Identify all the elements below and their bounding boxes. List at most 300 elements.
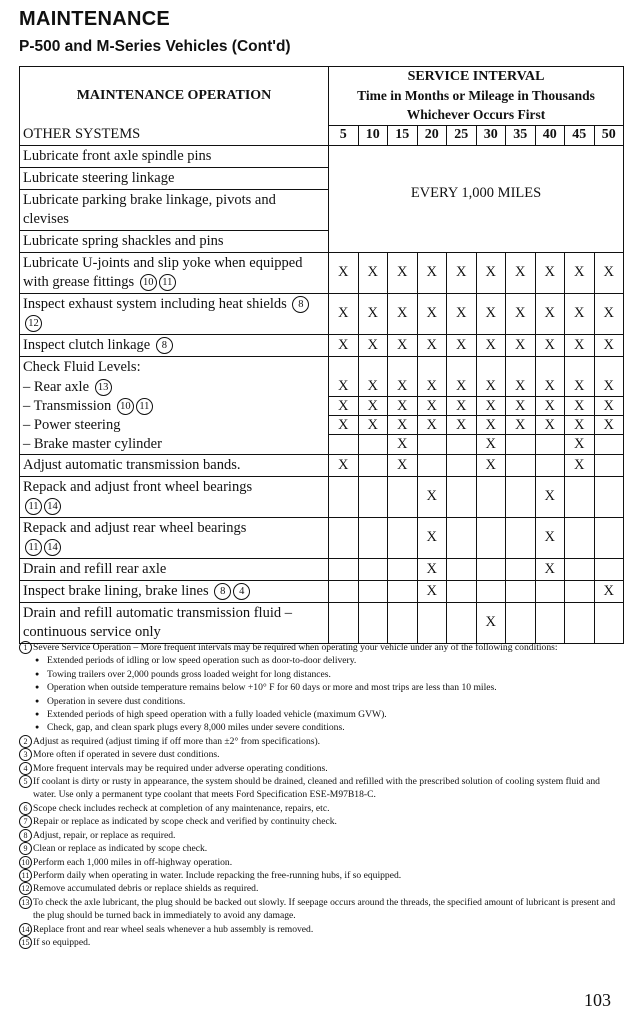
footnote-bullet: ● Operation when outside temperature remains below +10° F for 60 days or more and most trips are less than 10 miles. — [19, 681, 619, 694]
footnote-text: Adjust, repair, or replace as required. — [33, 829, 176, 841]
footnote — [19, 802, 619, 815]
service-mark: X — [603, 305, 614, 321]
operation-cell — [20, 145, 329, 167]
footnote — [19, 856, 619, 869]
interval-cell — [417, 454, 447, 476]
service-mark: X — [574, 264, 585, 280]
interval-cell — [329, 334, 359, 356]
footnote-ref: 11 — [25, 498, 42, 515]
interval-cell — [447, 356, 477, 378]
interval-cell — [447, 334, 477, 356]
interval-cell — [329, 580, 359, 602]
interval-cell — [447, 293, 477, 334]
interval-cell — [447, 252, 477, 293]
interval-cell — [329, 378, 359, 397]
footnote-text: More often if operated in severe dust conditions. — [33, 749, 220, 761]
service-mark: X — [426, 560, 437, 577]
interval-cell — [417, 356, 447, 378]
interval-cell — [594, 416, 624, 435]
footnote-text: Clean or replace as indicated by scope check. — [33, 843, 208, 855]
page-subtitle: P-500 and M-Series Vehicles (Cont'd) — [19, 38, 291, 55]
footnote — [19, 735, 619, 748]
operation-cell — [20, 517, 329, 558]
service-mark: X — [426, 416, 437, 433]
operation-header-label: MAINTENANCE OPERATION — [76, 88, 272, 103]
interval-cell — [594, 602, 624, 643]
interval-cell — [447, 435, 477, 455]
interval-cell — [565, 397, 595, 416]
every-interval-cell: EVERY 1,000 MILES — [329, 145, 624, 252]
interval-cell — [476, 580, 506, 602]
service-mark: X — [574, 416, 585, 433]
interval-cell — [447, 558, 477, 580]
service-mark: X — [574, 436, 585, 453]
interval-cell — [388, 580, 418, 602]
interval-cell — [358, 293, 388, 334]
service-mark: X — [426, 305, 437, 321]
interval-cell — [417, 416, 447, 435]
footnote-text: Scope check includes recheck at completion of any maintenance, repairs, etc. — [33, 802, 330, 814]
footnote-ref: 8 — [292, 296, 309, 313]
service-mark: X — [603, 582, 614, 599]
service-mark: X — [485, 305, 496, 321]
operation-cell — [20, 167, 329, 189]
interval-cell — [565, 580, 595, 602]
table-row — [20, 334, 624, 356]
table-row — [20, 476, 624, 517]
interval-cell — [388, 602, 418, 643]
service-mark: X — [603, 264, 614, 280]
interval-cell — [388, 476, 418, 517]
interval-cell — [388, 558, 418, 580]
interval-cell — [506, 435, 536, 455]
page-title: MAINTENANCE — [19, 8, 171, 30]
interval-cell — [565, 602, 595, 643]
interval-header-line-2: Time in Months or Mileage in Thousands — [357, 88, 595, 104]
operation-column-header — [20, 67, 329, 126]
interval-cell — [535, 558, 565, 580]
service-mark: X — [338, 456, 349, 473]
interval-cell — [476, 558, 506, 580]
operation-cell — [20, 252, 329, 293]
operation-cell — [20, 356, 329, 378]
service-mark: X — [456, 397, 467, 414]
interval-cell — [447, 580, 477, 602]
service-mark: X — [544, 397, 555, 414]
operation-cell — [20, 334, 329, 356]
footnote — [19, 641, 619, 654]
interval-cell — [417, 476, 447, 517]
service-mark: X — [338, 397, 349, 414]
interval-cell — [506, 293, 536, 334]
interval-cell — [447, 517, 477, 558]
footnote-ref: 11 — [136, 398, 153, 415]
footnote — [19, 869, 619, 882]
interval-cell — [358, 580, 388, 602]
interval-cell — [417, 334, 447, 356]
footnote-text: Perform daily when operating in water. Include repacking the free-running hubs, if so equipped. — [33, 869, 402, 881]
interval-cell — [594, 252, 624, 293]
footnote — [19, 815, 619, 828]
service-mark: X — [456, 416, 467, 433]
interval-cell — [476, 416, 506, 435]
operation-text: Lubricate steering linkage — [23, 169, 175, 186]
table-row — [20, 602, 624, 643]
interval-cell — [476, 517, 506, 558]
footnote-number: 3 — [19, 748, 32, 761]
service-mark: X — [426, 378, 437, 395]
interval-cell — [329, 558, 359, 580]
service-mark: X — [397, 397, 408, 414]
interval-cell — [329, 454, 359, 476]
interval-cell — [329, 602, 359, 643]
interval-cell — [535, 416, 565, 435]
interval-cell — [388, 517, 418, 558]
interval-cell — [358, 416, 388, 435]
interval-header-line-1: SERVICE INTERVAL — [407, 69, 545, 85]
interval-column-header: 5 — [329, 125, 359, 145]
footnote-number: 2 — [19, 735, 32, 748]
footnote-ref: 8 — [156, 337, 173, 354]
interval-cell — [476, 397, 506, 416]
table-row — [20, 378, 624, 397]
footnote — [19, 748, 619, 761]
service-mark: X — [574, 456, 585, 473]
interval-cell — [476, 293, 506, 334]
interval-cell — [535, 356, 565, 378]
service-mark: X — [574, 305, 585, 321]
interval-cell — [329, 476, 359, 517]
interval-cell — [447, 454, 477, 476]
interval-cell — [506, 602, 536, 643]
operation-cell — [20, 435, 329, 455]
footnote — [19, 775, 619, 802]
interval-cell — [388, 356, 418, 378]
footnote-ref: 14 — [44, 498, 61, 515]
operation-text: Repack and adjust rear wheel bearings — [23, 519, 247, 536]
footnote — [19, 762, 619, 775]
interval-cell — [358, 356, 388, 378]
interval-cell — [594, 293, 624, 334]
interval-column-header: 35 — [506, 125, 536, 145]
service-mark: X — [485, 336, 496, 353]
interval-cell — [476, 476, 506, 517]
interval-cell — [417, 602, 447, 643]
interval-cell — [594, 356, 624, 378]
interval-cell — [476, 378, 506, 397]
interval-cell — [594, 517, 624, 558]
interval-cell — [565, 252, 595, 293]
interval-cell — [506, 454, 536, 476]
interval-cell — [565, 293, 595, 334]
service-mark: X — [426, 264, 437, 280]
interval-cell — [417, 580, 447, 602]
operation-cell — [20, 558, 329, 580]
service-mark: X — [397, 305, 408, 321]
interval-cell — [476, 356, 506, 378]
interval-cell — [565, 378, 595, 397]
interval-cell — [417, 252, 447, 293]
interval-cell — [565, 416, 595, 435]
interval-column-header: 25 — [447, 125, 477, 145]
footnote-text: If coolant is dirty or rusty in appearance, the system should be drained, cleaned and refilled with the prescribed solution of cooling system fluid and water. Use only a permanent type coolant that meets Ford Specification ESE-M97B18-C. — [33, 776, 600, 801]
table-row — [20, 145, 624, 167]
service-mark: X — [397, 378, 408, 395]
interval-cell — [329, 356, 359, 378]
table-row — [20, 252, 624, 293]
service-mark: X — [603, 378, 614, 395]
service-mark: X — [515, 264, 526, 280]
service-mark: X — [544, 488, 555, 505]
interval-cell — [358, 517, 388, 558]
operation-text: Inspect exhaust system including heat shields — [23, 295, 287, 312]
interval-cell — [358, 558, 388, 580]
interval-cell — [447, 476, 477, 517]
footnote-bullet: ● Operation in severe dust conditions. — [19, 695, 619, 708]
service-mark: X — [515, 305, 526, 321]
interval-cell — [417, 517, 447, 558]
interval-cell — [329, 397, 359, 416]
interval-cell — [535, 397, 565, 416]
interval-cell — [594, 558, 624, 580]
operation-text: Lubricate spring shackles and pins — [23, 232, 224, 249]
service-mark: X — [367, 336, 378, 353]
footnote-bullet: ● Extended periods of idling or low speed operation such as door-to-door delivery. — [19, 654, 619, 667]
footnote-ref: 10 — [117, 398, 134, 415]
interval-cell — [506, 334, 536, 356]
service-mark: X — [397, 416, 408, 433]
interval-cell — [417, 397, 447, 416]
footnote-text: Replace front and rear wheel seals whenever a hub assembly is removed. — [33, 923, 314, 935]
footnote-text: Remove accumulated debris or replace shields as required. — [33, 883, 259, 895]
interval-cell — [506, 517, 536, 558]
interval-cell — [594, 334, 624, 356]
service-mark: X — [367, 397, 378, 414]
footnote-number: 8 — [19, 829, 32, 842]
interval-cell — [417, 558, 447, 580]
service-mark: X — [367, 264, 378, 280]
table-row — [20, 293, 624, 334]
operation-cell — [20, 580, 329, 602]
interval-cell — [506, 580, 536, 602]
interval-cell — [506, 356, 536, 378]
interval-cell — [594, 476, 624, 517]
service-mark: X — [544, 529, 555, 546]
service-mark: X — [367, 378, 378, 395]
interval-cell — [476, 602, 506, 643]
section-label: OTHER SYSTEMS — [20, 125, 329, 145]
service-mark: X — [574, 397, 585, 414]
service-mark: X — [456, 336, 467, 353]
interval-cell — [594, 580, 624, 602]
operation-cell — [20, 189, 329, 230]
interval-cell — [388, 334, 418, 356]
interval-cell — [535, 334, 565, 356]
interval-cell — [535, 517, 565, 558]
interval-cell — [447, 397, 477, 416]
service-mark: X — [456, 305, 467, 321]
footnote-number: 15 — [19, 936, 32, 949]
table-row — [20, 435, 624, 455]
interval-cell — [535, 454, 565, 476]
service-mark: X — [338, 336, 349, 353]
interval-cell — [535, 252, 565, 293]
interval-cell — [565, 334, 595, 356]
footnote-ref: 4 — [233, 583, 250, 600]
footnotes — [19, 641, 619, 949]
service-mark: X — [515, 416, 526, 433]
operation-cell — [20, 230, 329, 252]
service-mark: X — [426, 397, 437, 414]
footnote-text: More frequent intervals may be required under adverse operating conditions. — [33, 762, 328, 774]
interval-cell — [358, 397, 388, 416]
service-mark: X — [338, 264, 349, 280]
footnote-ref: 11 — [159, 274, 176, 291]
operation-cell — [20, 293, 329, 334]
operation-text: Drain and refill rear axle — [23, 560, 167, 577]
interval-cell — [388, 435, 418, 455]
service-mark: X — [485, 416, 496, 433]
footnote-ref: 12 — [25, 315, 42, 332]
service-mark: X — [603, 336, 614, 353]
interval-cell — [565, 356, 595, 378]
footnote-text: To check the axle lubricant, the plug should be backed out slowly. If seepage occurs around the threads, the specified amount of lubricant is present and the plug should be turned back in immediately to avoid any damage. — [33, 896, 616, 922]
service-mark: X — [485, 614, 496, 631]
footnote-number: 11 — [19, 869, 32, 882]
interval-cell — [388, 293, 418, 334]
service-mark: X — [397, 336, 408, 353]
footnote-ref: 11 — [25, 539, 42, 556]
interval-cell — [388, 378, 418, 397]
service-mark: X — [603, 416, 614, 433]
operation-text: Inspect brake lining, brake lines — [23, 582, 209, 599]
service-mark: X — [544, 378, 555, 395]
maintenance-schedule-table — [19, 66, 624, 644]
interval-cell — [476, 435, 506, 455]
service-mark: X — [515, 397, 526, 414]
interval-header-line-3: Whichever Occurs First — [406, 107, 546, 123]
service-mark: X — [544, 416, 555, 433]
operation-text: Inspect clutch linkage — [23, 336, 151, 353]
interval-cell — [506, 558, 536, 580]
interval-cell — [565, 435, 595, 455]
interval-cell — [329, 252, 359, 293]
operation-cell — [20, 454, 329, 476]
interval-cell — [476, 252, 506, 293]
operation-text: Lubricate U-joints and slip yoke when equipped with grease fittings — [23, 254, 303, 290]
footnote-number: 1 — [19, 641, 32, 654]
table-row — [20, 454, 624, 476]
service-mark: X — [544, 560, 555, 577]
footnote-ref: 14 — [44, 539, 61, 556]
interval-cell — [447, 378, 477, 397]
service-mark: X — [603, 397, 614, 414]
footnote-number: 9 — [19, 842, 32, 855]
interval-cell — [417, 378, 447, 397]
operation-text: – Brake master cylinder — [23, 435, 162, 452]
footnote-ref: 8 — [214, 583, 231, 600]
interval-cell — [535, 378, 565, 397]
service-mark: X — [338, 416, 349, 433]
service-mark: X — [426, 529, 437, 546]
interval-cell — [594, 454, 624, 476]
footnote-bullet: ● Check, gap, and clean spark plugs every 8,000 miles under severe conditions. — [19, 721, 619, 734]
footnote-number: 14 — [19, 923, 32, 936]
footnote-bullet: ● Towing trailers over 2,000 pounds gross loaded weight for long distances. — [19, 668, 619, 681]
interval-cell — [506, 252, 536, 293]
interval-cell — [358, 378, 388, 397]
interval-cell — [506, 397, 536, 416]
service-mark: X — [397, 456, 408, 473]
service-mark: X — [426, 488, 437, 505]
service-mark: X — [485, 378, 496, 395]
footnote-text: Severe Service Operation – More frequent intervals may be required when operating your vehicle under any of the following conditions: — [33, 642, 558, 653]
page-number: 103 — [584, 990, 611, 1010]
service-mark: X — [397, 264, 408, 280]
operation-cell — [20, 476, 329, 517]
interval-cell — [535, 602, 565, 643]
interval-cell — [535, 293, 565, 334]
service-mark: X — [544, 305, 555, 321]
operation-cell — [20, 397, 329, 416]
interval-cell — [329, 293, 359, 334]
footnote — [19, 936, 619, 949]
footnote-number: 12 — [19, 882, 32, 895]
service-mark: X — [485, 436, 496, 453]
table-row — [20, 558, 624, 580]
interval-cell — [535, 435, 565, 455]
interval-cell — [329, 435, 359, 455]
footnote — [19, 882, 619, 895]
operation-text: – Power steering — [23, 416, 121, 433]
interval-cell — [565, 476, 595, 517]
interval-cell — [388, 416, 418, 435]
service-mark: X — [456, 378, 467, 395]
service-mark: X — [485, 397, 496, 414]
operation-text: – Rear axle — [23, 378, 90, 395]
footnote — [19, 923, 619, 936]
service-mark: X — [485, 264, 496, 280]
service-interval-header — [329, 67, 624, 126]
footnote-ref: 10 — [140, 274, 157, 291]
interval-cell — [358, 476, 388, 517]
table-row — [20, 416, 624, 435]
interval-column-header: 20 — [417, 125, 447, 145]
operation-cell — [20, 416, 329, 435]
operation-cell — [20, 378, 329, 397]
service-mark: X — [515, 336, 526, 353]
interval-column-header: 50 — [594, 125, 624, 145]
service-mark: X — [367, 416, 378, 433]
table-row — [20, 356, 624, 378]
interval-column-header: 40 — [535, 125, 565, 145]
table-row — [20, 580, 624, 602]
footnote-bullet: ● Extended periods of high speed operation with a fully loaded vehicle (maximum GVW). — [19, 708, 619, 721]
service-mark: X — [338, 305, 349, 321]
operation-text: Drain and refill automatic transmission fluid – continuous service only — [23, 604, 292, 640]
footnote-text: If so equipped. — [33, 936, 91, 948]
interval-cell — [476, 334, 506, 356]
footnote-number: 6 — [19, 802, 32, 815]
service-mark: X — [574, 336, 585, 353]
operation-text: Lubricate front axle spindle pins — [23, 147, 212, 164]
footnote — [19, 896, 619, 923]
interval-cell — [594, 435, 624, 455]
interval-cell — [594, 397, 624, 416]
footnote-number: 7 — [19, 815, 32, 828]
interval-cell — [358, 602, 388, 643]
interval-cell — [506, 378, 536, 397]
